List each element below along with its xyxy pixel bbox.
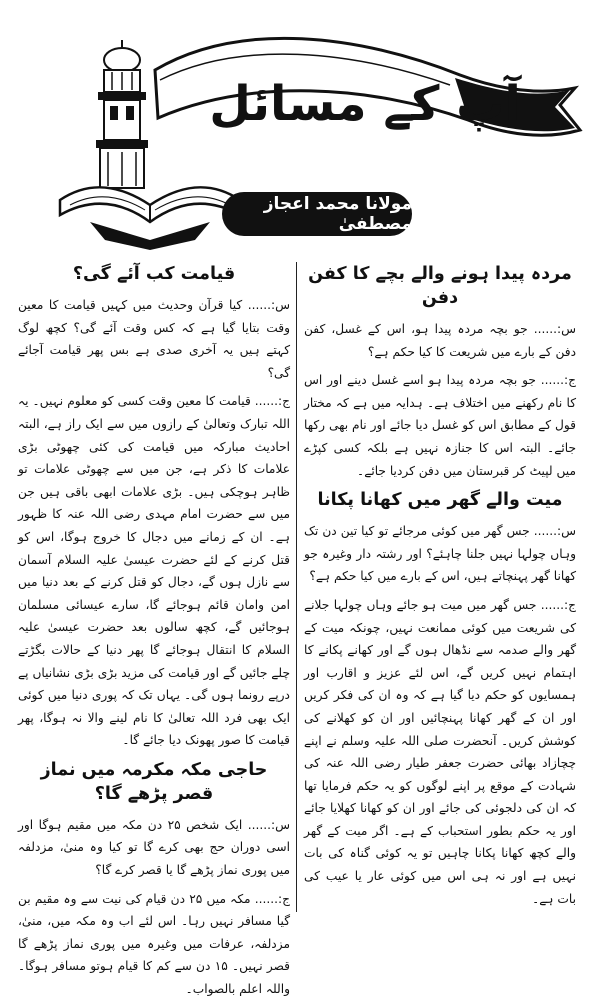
masthead (0, 0, 590, 255)
article-heading: قیامت کب آئے گی؟ (72, 264, 236, 284)
answer-text: ج:...... جو بچہ مردہ پیدا ہو اسے غسل دینے اور اس کا نام رکھنے میں اختلاف ہے۔ ہدایہ میں ہے کہ مختار قول کے مطابق اس کو غسل دیا جائے اور نام بھی رکھا جائے۔ البتہ اس کا جنازہ نہیں ہے بلکہ کسی کپڑے میں لپیٹ کر قبرستان میں دفن کردیا جائے۔ (304, 373, 576, 478)
article-heading: میت والے گھر میں کھانا پکانا (317, 490, 563, 511)
article-heading: مردہ پیدا ہونے والے بچے کا کفن دفن (308, 264, 572, 308)
question-text: س:...... ایک شخص ۲۵ دن مکہ میں مقیم ہوگا اور اسی دوران حج بھی کرے گا تو کیا وہ منیٰ، مزدلفہ میں پوری نماز پڑھے گا یا قصر کرے گا؟ (18, 817, 290, 878)
answer-text: ج:...... مکہ میں ۲۵ دن قیام کی نیت سے وہ مقیم بن گیا مسافر نہیں رہا۔ اس لئے اب وہ مکہ میں، منیٰ، مزدلفہ، عرفات میں وغیرہ میں پوری نماز پڑھے گا قصر نہیں۔ ۱۵ دن سے کم کا قیام ہوتو مسافر ہوگا۔ واللہ اعلم بالصواب۔ (18, 891, 290, 997)
answer-text: ج:...... قیامت کا معین وقت کسی کو معلوم نہیں۔ یہ اللہ تبارک وتعالیٰ کے رازوں میں سے ایک راز ہے، البتہ احادیث مبارکہ میں قیامت کی کئی چھوٹی بڑی علامات کا ذکر ہے، جن میں سے چھوٹی علامات تو ظاہر ہوچکی ہیں۔ بڑی علامات ابھی باقی ہیں جن میں سے حضرت امام مہدی رضی اللہ عنہ کا ظہور ہے۔ ان کے زمانے میں دجال کا خروج ہوگا، اس کو قتل کرنے کے لئے حضرت عیسیٰ علیہ السلام آسمان سے نازل ہوں گے، دجال کو قتل کرنے کے بعد دنیا میں امن وامان قائم ہوجائے گا، سارے عیسائی مسلمان ہوجائیں گے، کچھ سالوں بعد حضرت عیسیٰ علیہ السلام کا انتقال ہوجائے گا پھر دنیا کے حالات بگڑتے چلے جائیں گے اور قیامت کی مزید بڑی بڑی نشانیاں پے درپے رونما ہوں گی۔ یہاں تک کہ پوری دنیا میں کوئی ایک بھی فرد اللہ تعالیٰ کا نام لینے والا نہ ہوگا، پھر قیامت کا صور پھونک دیا جائے گا۔ (18, 394, 290, 748)
right-column (304, 262, 576, 916)
question-text: س:...... کیا قرآن وحدیث میں کہیں قیامت کا معین وقت بتایا گیا ہے کہ کس وقت آئے گی؟ کچھ لوگ کہتے ہیں یہ آخری صدی ہے بس پھر قیامت آجائے گی؟ (18, 298, 290, 380)
question-text: س:...... جو بچہ مردہ پیدا ہو، اس کے غسل، کفن دفن کے بارے میں شریعت کا کیا حکم ہے؟ (304, 322, 576, 359)
question-text: س:...... جس گھر میں کوئی مرجائے تو کیا تین دن تک وہاں چولہا نہیں جلنا چاہئے؟ اور رشتہ دار وغیرہ جو کھانا گھر پہنچاتے ہیں، اس کے بارے میں کیا حکم ہے؟ (304, 524, 576, 584)
left-column (18, 262, 290, 1007)
article-heading: حاجی مکہ مکرمہ میں نماز قصر پڑھے گا؟ (40, 759, 268, 804)
answer-text: ج:...... جس گھر میں میت ہو جائے وہاں چولہا جلانے کی شریعت میں کوئی ممانعت نہیں، چونکہ میت کے گھر والے صدمہ سے نڈھال ہوں گے اور کھانے پکانے کا اہتمام نہیں کریں گے، اس لئے عزیز و اقارب اور ہمسایوں کو حکم دیا گیا ہے کہ وہ ان کی فکر کریں اور ان کے گھر کھانا پہنچائیں اور ان کو کھلانے کی کوشش کریں۔ آنحضرت صلی اللہ علیہ وسلم نے اپنے چچازاد بھائی حضرت جعفر طیار رضی اللہ عنہ کی شہادت کے موقع پر اپنے لوگوں کو یہ حکم فرمایا تھا کہ ان کی دلجوئی کی جائے اور ان کو کھانا کھلایا جائے اور یہ حکم بطور استحباب کے ہے۔ اگر میت کے گھر والے کچھ کھانا پکانا چاہیں تو یہ کوئی گناہ کی بات نہیں ہے اور نہ ہی اس میں کوئی عار یا عیب کی بات ہے۔ (304, 597, 576, 906)
author-name: مولانا محمد اعجاز مصطفیٰ (222, 192, 412, 236)
open-book-illustration (60, 187, 240, 250)
column-divider (296, 262, 297, 912)
minaret-illustration (96, 40, 148, 188)
column-title: آپ کے مسائل (209, 76, 521, 132)
